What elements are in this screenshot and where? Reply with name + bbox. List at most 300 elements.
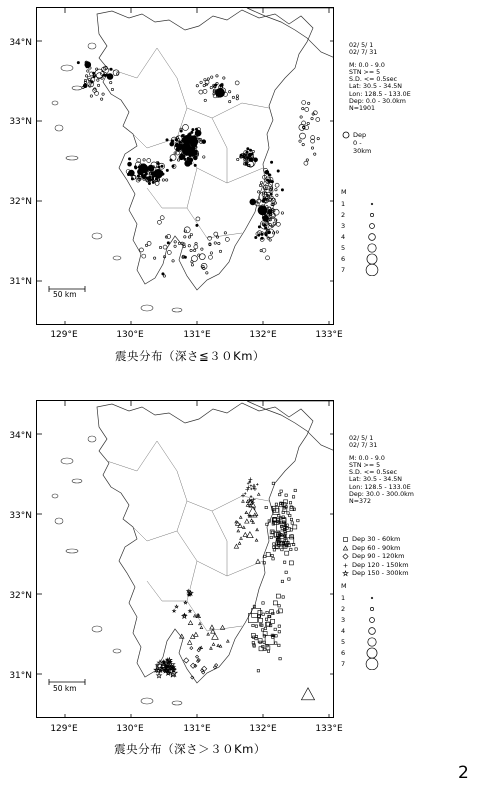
epicenter-diamond [195,655,198,658]
magnitude-level-label: 2 [341,211,346,219]
epicenter-square [282,596,284,598]
epicenter-plus [244,492,246,494]
epicenter-circle [177,144,183,150]
epicenter-triangle [210,647,213,649]
epicenter-circle [200,81,202,83]
epicenter-circle [95,91,99,95]
depth-legend-item [341,552,421,561]
epicenter-circle [150,168,152,170]
epicenter-circle [163,245,167,249]
info-depth: Dep: 30.0 - 300.0km [349,491,414,499]
epicenter-circle [166,169,168,171]
epicenter-circle [145,244,147,246]
epicenter-circle [157,220,161,224]
magnitude-level-label: 5 [341,244,346,252]
epicenter-circle [196,224,198,226]
epicenter-circle [270,193,272,195]
epicenter-circle [190,233,192,235]
honshu-coast [247,401,334,451]
epicenter-triangle [255,539,258,541]
info-lat: Lat: 30.5 - 34.5N [349,83,402,91]
magnitude-level-label: 6 [341,649,346,657]
epicenter-triangle [253,513,257,517]
magnitude-legend-deep [341,582,401,670]
epicenter-circle [265,234,267,236]
epicenter-square [290,506,292,508]
island-outline [61,65,73,71]
island-outline [172,308,182,312]
epicenter-circle [196,85,198,87]
epicenter-circle [148,182,150,184]
epicenter-circle [281,189,283,191]
epicenter-circle [218,89,220,91]
epicenter-circle [188,147,190,149]
island-outline [55,518,63,524]
epicenter-circle [165,179,167,181]
epicenter-triangle [250,519,253,521]
epicenter-circle [203,84,205,86]
epicenter-triangle [256,528,259,530]
star-symbol-icon [341,569,351,578]
lon-label-133: 133°E [315,724,343,734]
epicenter-star [157,673,162,678]
epicenter-triangle [246,500,249,502]
epicenter-circle [183,245,185,247]
epicenter-circle [193,142,195,144]
epicenter-square [282,516,284,518]
prefecture-boundary [107,441,157,471]
lon-label-131: 131°E [183,724,211,734]
epicenter-circle [183,124,189,130]
info-start-date: 02/ 5/ 1 [349,435,374,442]
info-lat: Lat: 30.5 - 34.5N [349,476,402,484]
magnitude-legend-item [341,265,401,276]
epicenter-square [297,519,299,521]
prefecture-boundary [147,188,187,208]
epicenter-circle [184,256,186,258]
epicenter-circle [214,242,216,244]
epicenter-plus [250,488,252,490]
epicenter-square [269,624,271,626]
epicenter-square [262,613,264,615]
magnitude-level-label: 5 [341,638,346,646]
epicenter-square [281,548,283,550]
page-number: 2 [458,763,469,783]
epicenter-circle [306,159,308,161]
epicenter-square [281,580,283,582]
epicenter-circle [162,273,164,275]
epicenter-square [255,625,257,627]
epicenter-circle [224,232,226,234]
epicenter-circle [311,117,313,119]
epicenter-circle [142,175,146,179]
epicenter-circle [167,250,171,254]
epicenter-circle [247,148,249,150]
epicenter-square [285,551,289,555]
epicenter-circle [300,133,306,139]
epicenter-triangle [207,633,210,635]
epicenter-circle [300,116,302,118]
epicenter-circle [103,74,105,76]
epicenter-square [278,631,280,633]
epicenter-square [278,605,280,607]
epicenter-square [293,525,297,529]
map-title-deep: 震央分布（深さ＞３０Km） [114,742,266,756]
epicenter-circle [258,226,260,228]
prefecture-boundary [212,118,227,183]
lat-label-33: 33°N [9,117,32,127]
epicenter-circle [218,242,220,244]
epicenter-circle [232,96,234,98]
epicenter-circle [194,245,198,249]
epicenter-circle [270,161,272,163]
info-sd: S.D. <= 0.5sec [349,76,398,84]
epicenter-square [283,561,285,563]
epicenter-square [270,536,272,538]
epicenter-circle [236,98,238,100]
info-start-date: 02/ 5/ 1 [349,42,374,49]
epicenter-circle [281,212,283,214]
epicenter-square [252,624,254,626]
epicenter-circle [100,98,102,100]
epicenter-circle [255,236,257,238]
epicenter-circle [111,88,113,90]
epicenter-triangle [194,632,198,636]
lon-label-133: 133°E [315,330,343,340]
frame-ticks [37,8,334,325]
kyushu-coast [97,10,313,290]
scale-bar-label: 50 km [53,290,77,299]
island-outline [172,701,182,705]
depth-legend-label: Dep 30 - 60km [352,535,401,543]
epicenter-triangle [187,640,191,644]
epicenter-circle [317,137,319,139]
epicenter-circle [87,70,89,72]
epicenter-square [276,594,280,598]
map-canvas [37,8,334,325]
island-outline [88,436,96,442]
info-magnitude: M: 0.0 - 9.0 [349,61,385,69]
epicenter-square [279,657,281,659]
epicenter-square [290,518,292,520]
epicenter-square [290,548,292,550]
epicenter-circle [237,158,239,160]
prefecture-boundary [187,168,242,238]
epicenter-triangle [240,537,243,539]
magnitude-level-label: 7 [341,266,346,274]
magnitude-legend-shallow [341,188,401,276]
epicenter-square [294,489,296,491]
lon-label-129: 129°E [50,724,78,734]
epicenter-plus [250,485,252,487]
epicenter-circle [186,139,188,141]
epicenter-circle [276,194,278,196]
epicenter-circle [142,254,146,258]
circle-symbol-icon [341,130,353,140]
epicenter-square [266,611,268,613]
epicenter-plus [241,493,245,497]
epicenter-plus [245,488,249,492]
epicenter-triangle [217,644,220,646]
epicenter-circle [235,81,239,85]
epicenter-circle [189,133,191,135]
magnitude-circle-icon [363,264,383,276]
epicenter-triangle [200,626,203,628]
epicenter-circle [216,75,218,77]
epicenter-circle [305,107,309,111]
info-count: N=372 [349,498,372,506]
magnitude-level-label: 2 [341,605,346,613]
epicenter-square [259,647,263,651]
magnitude-legend-item [341,659,401,670]
kyushu-coast [97,403,313,683]
epicenter-triangle [245,519,249,523]
epicenter-circle [141,169,143,171]
epicenter-circle [127,173,129,175]
epicenter-circle [269,239,271,241]
lon-label-130: 130°E [116,724,144,734]
epicenter-square [271,619,275,623]
epicenter-square [271,554,273,556]
epicenter-plus [344,563,348,567]
epicenter-star [188,610,191,613]
depth-legend-label: Dep 150 - 300km [352,569,409,577]
epicenter-square [262,602,264,604]
epicenter-square [285,571,287,573]
honshu-coast [247,8,334,58]
lat-label-32: 32°N [9,197,32,207]
island-outline [113,649,121,653]
epicenter-circle [83,84,87,88]
epicenter-circle [219,250,221,252]
epicenter-layer [154,477,315,699]
epicenter-square [273,546,275,548]
island-outline [66,156,78,160]
epicenter-square [295,548,297,550]
epicenter-star [175,605,178,608]
epicenter-circle [174,245,176,247]
epicenter-circle [191,256,197,262]
epicenter-circle [187,143,189,145]
epicenter-square [278,625,280,627]
epicenter-circle [195,153,197,155]
map-canvas [37,401,334,718]
epicenter-circle [202,140,206,144]
epicenter-circle [77,61,79,63]
magnitude-level-label: 1 [341,594,346,602]
epicenter-circle [204,99,206,101]
depth-legend-label: Dep 120 - 150km [352,560,409,569]
epicenter-circle [182,155,184,157]
epicenter-circle [249,154,251,156]
depth-legend-item [341,561,421,570]
magnitude-level-label: 7 [341,660,346,668]
epicenter-circle [152,176,154,178]
epicenter-circle [178,242,180,244]
epicenter-circle [307,122,309,124]
epicenter-circle [199,90,203,94]
epicenter-circle [299,124,305,130]
epicenter-circle [269,199,271,201]
epicenter-circle [249,149,251,151]
island-outline [113,256,121,260]
epicenter-square [265,506,267,508]
epicenter-circle [195,242,197,244]
epicenter-circle [264,227,266,229]
epicenter-triangle [248,507,258,516]
island-outline [88,43,96,49]
island-outline [72,86,82,90]
epicenter-circle [139,164,148,173]
map-title-shallow: 震央分布（深さ≦３０Km） [115,349,265,363]
epicenter-circle [158,166,160,168]
epicenter-circle [147,159,151,163]
epicenter-square [275,503,277,505]
epicenter-circle [172,260,174,262]
epicenter-square [252,608,261,617]
epicenter-circle [299,140,301,142]
epicenter-circle [203,156,205,158]
lat-label-34: 34°N [9,38,32,48]
epicenter-circle [266,179,268,181]
epicenter-triangle [235,521,239,525]
epicenter-diamond [190,663,195,668]
epicenter-square [274,628,276,630]
epicenter-circle [153,257,155,259]
epicenter-circle [236,95,238,97]
epicenter-circle [271,196,273,198]
epicenter-circle [170,159,172,161]
epicenter-circle [214,232,218,236]
island-outline [72,479,82,483]
epicenter-square [288,537,294,543]
epicenter-circle [206,272,208,274]
epicenter-plus [250,495,252,497]
epicenter-triangle [242,500,245,502]
epicenter-circle [210,252,212,254]
epicenter-circle [252,150,254,152]
magnitude-level-label: 3 [341,222,346,230]
epicenter-diamond [343,554,348,559]
epicenter-circle [128,162,132,166]
epicenter-circle [155,181,159,185]
epicenter-square [289,561,293,565]
prefecture-boundary [187,561,242,631]
epicenter-circle [263,224,265,226]
epicenter-triangle [210,625,214,629]
prefecture-boundary [147,581,187,601]
info-count: N=1901 [349,105,376,113]
island-outline [52,101,58,105]
epicenter-circle [265,170,269,174]
lon-label-132: 132°E [249,330,277,340]
island-outline [141,698,153,704]
epicenter-square [273,543,275,545]
epicenter-circle [311,147,313,149]
epicenter-triangle [212,643,215,645]
epicenter-triangle [243,532,247,536]
epicenter-circle [191,147,195,151]
epicenter-square [275,642,277,644]
info-stations: STN >= 5 [349,68,381,76]
epicenter-square [287,512,289,514]
epicenter-circle [174,241,176,243]
magnitude-legend-title: M [341,582,347,590]
epicenter-circle [275,183,279,187]
epicenter-layer [77,61,320,277]
epicenter-square [258,610,262,614]
info-sd: S.D. <= 0.5sec [349,469,398,477]
epicenter-triangle [256,559,260,563]
lat-label-31: 31°N [9,277,32,287]
epicenter-triangle [243,526,246,528]
prefecture-boundary [157,48,269,118]
magnitude-level-label: 1 [341,200,346,208]
epicenter-circle [225,237,229,241]
lon-label-132: 132°E [249,724,277,734]
epicenter-diamond [190,647,193,650]
epicenter-circle [184,236,186,238]
epicenter-circle [208,236,212,240]
island-outline [55,125,63,131]
epicenter-circle [194,164,196,166]
epicenter-circle [195,150,197,152]
magnitude-legend-title: M [341,188,347,196]
epicenter-circle [159,246,161,248]
epicenter-circle [263,215,269,221]
island-outline [141,305,153,311]
info-end-date: 02/ 7/ 31 [349,442,378,450]
epicenter-triangle [199,622,202,624]
epicenter-square [272,558,274,560]
depth-legend-item [341,544,421,553]
epicenter-square [271,531,273,533]
epicenter-triangle [227,640,230,642]
epicenter-square [291,522,293,524]
epicenter-triangle [239,516,242,518]
epicenter-square [267,650,269,652]
epicenter-square [259,618,263,622]
magnitude-level-label: 4 [341,627,346,635]
epicenter-circle [223,77,225,79]
epicenter-circle [208,255,212,259]
epicenter-circle [276,231,278,233]
epicenter-square [265,618,267,620]
epicenter-circle [137,175,139,177]
epicenter-triangle [247,532,254,538]
prefecture-boundary [212,511,227,576]
epicenter-circle [302,101,306,105]
depth-legend-item [341,569,421,578]
epicenter-diamond [184,658,189,663]
magnitude-level-label: 4 [341,233,346,241]
prefecture-boundary [133,527,177,541]
epicenter-circle [190,249,192,251]
epicenter-circle [228,91,230,93]
info-magnitude: M: 0.0 - 9.0 [349,454,385,462]
epicenter-square [289,514,291,516]
epicenter-circle [216,236,218,238]
depth-legend-item [341,535,421,544]
epicenter-plus [247,482,249,484]
epicenter-circle [276,222,280,226]
epicenter-circle [250,199,256,205]
epicenter-circle [180,157,182,159]
epicenter-triangle [238,542,241,544]
epicenter-square [289,502,291,504]
depth-legend-label: Dep 90 - 120km [352,552,405,560]
epicenter-circle [259,184,261,186]
